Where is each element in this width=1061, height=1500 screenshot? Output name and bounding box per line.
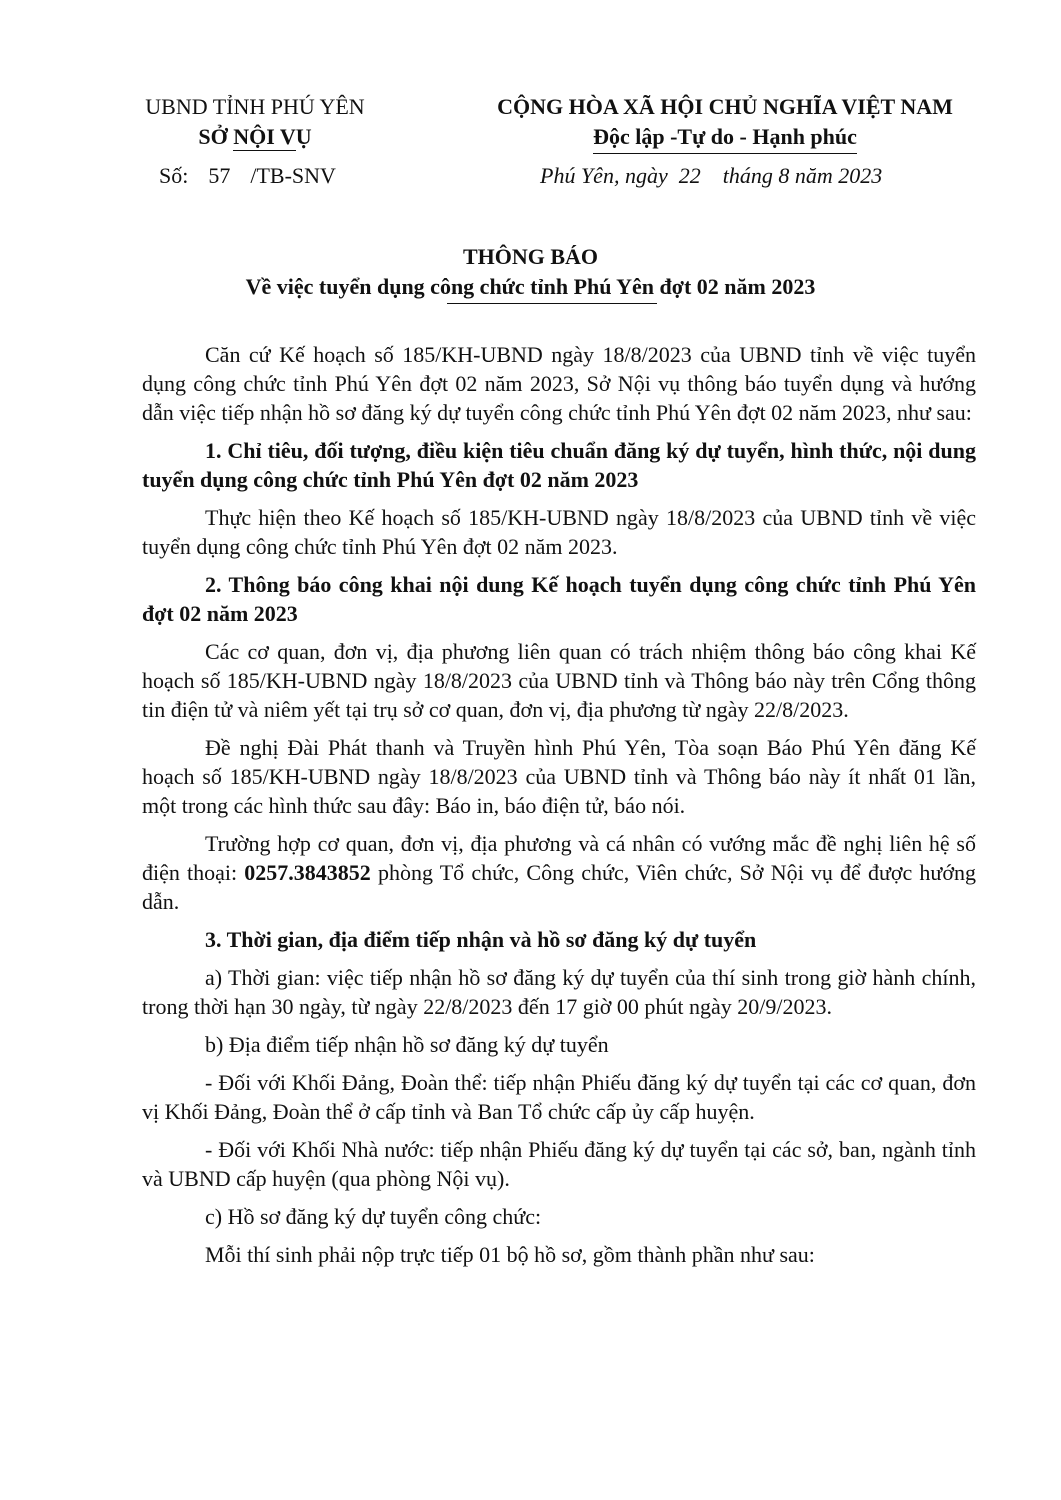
section-3-item-c-detail: Mỗi thí sinh phải nộp trực tiếp 01 bộ hồ sơ, gồm thành phần như sau: bbox=[205, 1242, 815, 1267]
section-2-heading: 2. Thông báo công khai nội dung Kế hoạch tuyển dụng công chức tỉnh Phú Yên đợt 02 năm 2023 bbox=[142, 572, 976, 626]
document-body bbox=[142, 340, 976, 1278]
section-1-heading: 1. Chỉ tiêu, đối tượng, điều kiện tiêu chuẩn đăng ký dự tuyển, hình thức, nội dung tuyển dụng công chức tỉnh Phú Yên đợt 02 năm 2023 bbox=[142, 438, 976, 492]
intro-paragraph: Căn cứ Kế hoạch số 185/KH-UBND ngày 18/8/2023 của UBND tỉnh về việc tuyển dụng công chức tỉnh Phú Yên đợt 02 năm 2023, Sở Nội vụ thông báo tuyển dụng và hướng dẫn việc tiếp nhận hồ sơ đăng ký dự tuyển công chức tỉnh Phú Yên đợt 02 năm 2023, như sau: bbox=[142, 342, 976, 425]
section-3-heading: 3. Thời gian, địa điểm tiếp nhận và hồ sơ đăng ký dự tuyển bbox=[205, 927, 757, 952]
section-3-item-b: b) Địa điểm tiếp nhận hồ sơ đăng ký dự tuyển bbox=[205, 1032, 609, 1057]
document-date: Phú Yên, ngày 22 tháng 8 năm 2023 bbox=[540, 163, 883, 188]
section-1-body: Thực hiện theo Kế hoạch số 185/KH-UBND ngày 18/8/2023 của UBND tỉnh về việc tuyển dụng công chức tỉnh Phú Yên đợt 02 năm 2023. bbox=[142, 505, 976, 559]
section-2-contact-paragraph: Trường hợp cơ quan, đơn vị, địa phương và cá nhân có vướng mắc đề nghị liên hệ số điện thoại: 0257.3843852 phòng Tổ chức, Công chức, Viên chức, Sở Nội vụ để được hướng dẫn. bbox=[142, 831, 976, 914]
parent-agency: UBND TỈNH PHÚ YÊN bbox=[145, 94, 365, 119]
section-2-paragraph: Các cơ quan, đơn vị, địa phương liên quan có trách nhiệm thông báo công khai Kế hoạch số 185/KH-UBND ngày 18/8/2023 của UBND tỉnh và Thông báo này trên Cổng thông tin điện tử và niêm yết tại trụ sở cơ quan, đơn vị, địa phương từ ngày 22/8/2023. bbox=[142, 639, 976, 722]
national-motto: Độc lập -Tự do - Hạnh phúc bbox=[593, 122, 857, 154]
document-number: Số: 57 /TB-SNV bbox=[159, 163, 336, 188]
section-3-item-c: c) Hồ sơ đăng ký dự tuyển công chức: bbox=[205, 1204, 542, 1229]
section-3-item-a: a) Thời gian: việc tiếp nhận hồ sơ đăng ký dự tuyển của thí sinh trong giờ hành chính, trong thời hạn 30 ngày, từ ngày 22/8/2023 đến 17 giờ 00 phút ngày 20/9/2023. bbox=[142, 965, 976, 1019]
section-3-item-b-detail: - Đối với Khối Nhà nước: tiếp nhận Phiếu đăng ký dự tuyển tại các sở, ban, ngành tỉnh và UBND cấp huyện (qua phòng Nội vụ). bbox=[142, 1137, 976, 1191]
title-subtitle: Về việc tuyển dụng công chức tỉnh Phú Yên đợt 02 năm 2023 bbox=[245, 274, 816, 299]
title-main: THÔNG BÁO bbox=[462, 244, 599, 269]
country-name: CỘNG HÒA XÃ HỘI CHỦ NGHĨA VIỆT NAM bbox=[497, 94, 953, 119]
national-title-block bbox=[470, 92, 980, 154]
contact-phone: 0257.3843852 bbox=[244, 860, 371, 885]
document-title bbox=[0, 242, 1061, 302]
issuing-agency-block bbox=[120, 92, 390, 152]
section-2-paragraph: Đề nghị Đài Phát thanh và Truyền hình Phú Yên, Tòa soạn Báo Phú Yên đăng Kế hoạch số 185/KH-UBND ngày 18/8/2023 của UBND tỉnh và Thông báo này ít nhất 01 lần, một trong các hình thức sau đây: Báo in, báo điện tử, báo nói. bbox=[142, 735, 976, 818]
section-3-item-b-detail: - Đối với Khối Đảng, Đoàn thể: tiếp nhận Phiếu đăng ký dự tuyển tại các cơ quan, đơn vị Khối Đảng, Đoàn thể ở cấp tỉnh và Ban Tổ chức cấp ủy cấp huyện. bbox=[142, 1070, 976, 1124]
title-underline bbox=[447, 303, 657, 304]
agency-name: SỞ NỘI VỤ bbox=[198, 124, 312, 149]
